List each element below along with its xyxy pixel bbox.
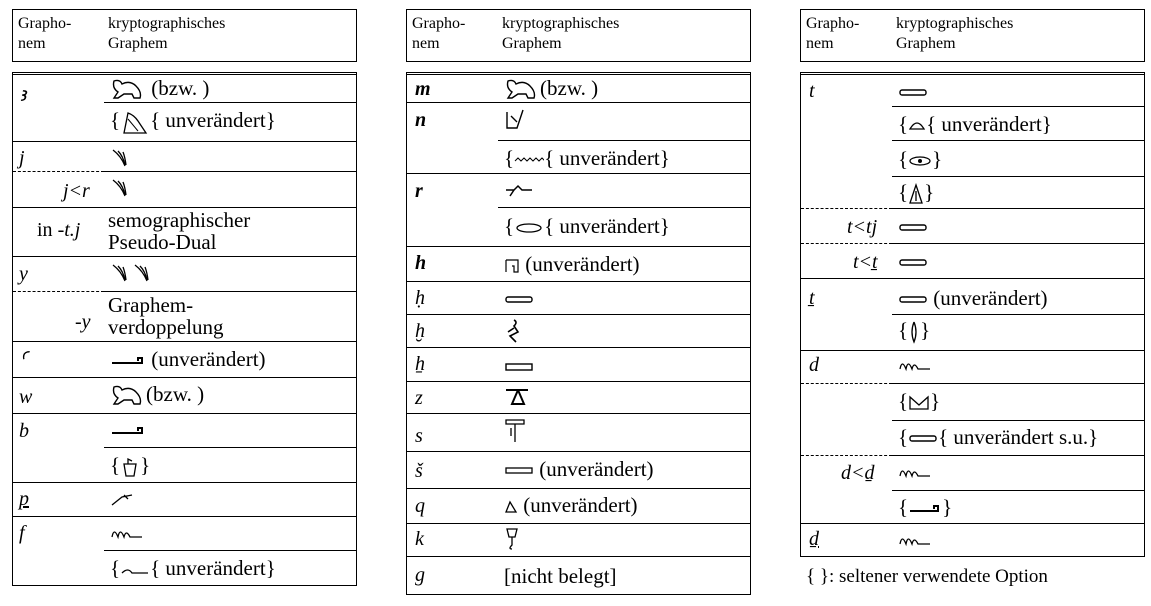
grapheme-q: q xyxy=(415,495,425,517)
cell-f-unchanged: { { unverändert} xyxy=(110,556,276,580)
cell-pseudo-dual: semographischer Pseudo-Dual xyxy=(108,208,251,254)
cell-vulture-unchanged: { { unverändert} xyxy=(110,109,276,135)
grapheme-h-dot: ḥ xyxy=(415,287,425,309)
cell-sh-unchanged: (unverändert) xyxy=(504,458,654,480)
crown-glyph-icon xyxy=(504,108,526,134)
grapheme-d: d xyxy=(809,354,819,376)
cell-t-unchanged: { { unverändert} xyxy=(898,112,1052,136)
grapheme-w: w xyxy=(19,386,33,408)
house-glyph-icon xyxy=(504,258,520,274)
loaf-glyph-icon xyxy=(898,295,928,305)
grapheme-t-tj: t<tj xyxy=(847,216,878,238)
reed-glyph-icon xyxy=(110,178,130,198)
table-header: Grapho- nem kryptographisches Graphem xyxy=(801,10,1144,62)
snake-glyph-icon xyxy=(120,563,150,577)
folded-cloth-glyph-icon xyxy=(504,418,526,444)
tether-glyph-icon xyxy=(908,320,920,344)
grapheme-dual-y: -y xyxy=(75,311,91,333)
foot-glyph-icon xyxy=(120,456,140,478)
grapheme-d-dj: d<ḏ xyxy=(841,462,875,484)
grapheme-ayin: ꜥ xyxy=(21,347,29,364)
cell-b-option: { } xyxy=(110,453,151,477)
arm-glyph-icon xyxy=(908,433,938,445)
cell-vulture: (bzw. ) xyxy=(110,77,209,103)
water-glyph-icon xyxy=(514,156,544,164)
horned-viper-glyph-icon xyxy=(898,532,934,548)
cell-d-unchanged: { { unverändert s.u.} xyxy=(898,425,1099,449)
cell-r-unchanged: { { unverändert} xyxy=(504,214,670,238)
mouth-glyph-icon xyxy=(514,221,544,235)
grapheme-sh: š xyxy=(415,460,423,482)
stool-glyph-icon xyxy=(110,491,134,507)
arm-glyph-icon xyxy=(110,354,146,368)
reed-glyph-icon xyxy=(110,148,130,168)
grapheme-dj: ḏ xyxy=(809,528,819,550)
table-3: Grapho- nem kryptographisches Graphem t t<tj t<ṯ ṯ d d<ḏ ḏ { { unverändert} { } { } (unverändert) { } { } { { unverändert s.u.} { } xyxy=(800,9,1145,557)
double-reed-glyph-icon xyxy=(110,263,158,283)
grapheme-k: k xyxy=(415,528,424,550)
footnote: { }: seltener verwendete Option xyxy=(806,566,1048,587)
arm-glyph-icon xyxy=(110,424,146,438)
table-1 xyxy=(12,9,357,586)
eye-glyph-icon xyxy=(908,154,932,168)
grapheme-kh: ḫ xyxy=(415,320,425,342)
table-2: Grapho- nem kryptographisches Graphem m n r h ḥ ḫ ẖ z s š q k g (bzw. ) { { unverändert} { { unverändert} (unverändert) (unverändert) (unverändert) [nicht belegt] xyxy=(406,9,751,595)
hand-glyph-icon xyxy=(908,395,930,411)
horned-viper-glyph-icon xyxy=(898,357,934,373)
cell-arm-unchanged: (unverändert) xyxy=(110,348,266,370)
loaf-glyph-icon xyxy=(898,223,928,233)
grapheme-z: z xyxy=(415,387,423,409)
grapheme-kh-line: ẖ xyxy=(415,353,425,375)
cell-grapheme-doubling: Graphem- verdoppelung xyxy=(108,293,224,339)
owl-glyph-icon xyxy=(504,77,540,103)
belly-glyph-icon xyxy=(504,362,534,372)
cell-q-unchanged: (unverändert) xyxy=(504,494,638,516)
table-header: Grapho- nem kryptographisches Graphem xyxy=(407,10,750,62)
cell-g-not-used: [nicht belegt] xyxy=(504,564,617,588)
vulture-glyph-icon xyxy=(110,77,146,103)
grapheme-h: h xyxy=(415,252,427,274)
hill-glyph-icon xyxy=(504,500,518,514)
grapheme-aleph: ꜣ xyxy=(19,84,27,106)
cell-h-unchanged: (unverändert) xyxy=(504,253,640,275)
grapheme-t-tsh: t<ṯ xyxy=(853,251,878,273)
cell-tsh-unchanged: (unverändert) xyxy=(898,287,1048,309)
grapheme-in-tj: in -t.j xyxy=(37,219,81,241)
grapheme-m: m xyxy=(415,78,431,100)
basket-glyph-icon xyxy=(504,527,520,551)
header-crypto: kryptographisches Graphem xyxy=(108,15,226,52)
bolt-glyph-icon xyxy=(504,388,530,406)
horned-viper-glyph-icon xyxy=(898,464,934,480)
kneeling-figure-glyph-icon xyxy=(504,318,524,344)
arm-glyph-icon xyxy=(908,503,942,515)
grapheme-tsh: ṯ xyxy=(809,287,815,309)
grapheme-j: j xyxy=(19,147,25,169)
wick-glyph-icon xyxy=(504,295,534,305)
grapheme-b: b xyxy=(19,420,29,442)
bird-glyph-icon xyxy=(504,182,534,198)
grapheme-f: f xyxy=(19,522,25,544)
loaf-glyph-icon xyxy=(898,258,928,268)
table-header xyxy=(13,10,356,62)
cell-n-unchanged: { { unverändert} xyxy=(504,146,670,170)
grapheme-r: r xyxy=(415,180,423,202)
pyramid-glyph-icon xyxy=(908,183,924,205)
bread-glyph-icon xyxy=(908,119,926,133)
grapheme-n: n xyxy=(415,109,427,131)
cell-w-vulture: (bzw. ) xyxy=(110,383,204,409)
horned-viper-glyph-icon xyxy=(110,525,146,541)
header-grapheme: Grapho- nem xyxy=(18,15,72,52)
loaf-glyph-icon xyxy=(898,88,928,98)
grapheme-j-r: j<r xyxy=(63,180,90,202)
grapheme-t: t xyxy=(809,80,815,102)
owl-glyph-icon xyxy=(120,109,150,135)
vulture-glyph-icon xyxy=(110,383,146,409)
grapheme-g: g xyxy=(415,564,425,586)
pool-glyph-icon xyxy=(504,466,534,476)
grapheme-s: s xyxy=(415,425,423,447)
grapheme-y: y xyxy=(19,263,28,285)
grapheme-p: p xyxy=(19,488,29,510)
